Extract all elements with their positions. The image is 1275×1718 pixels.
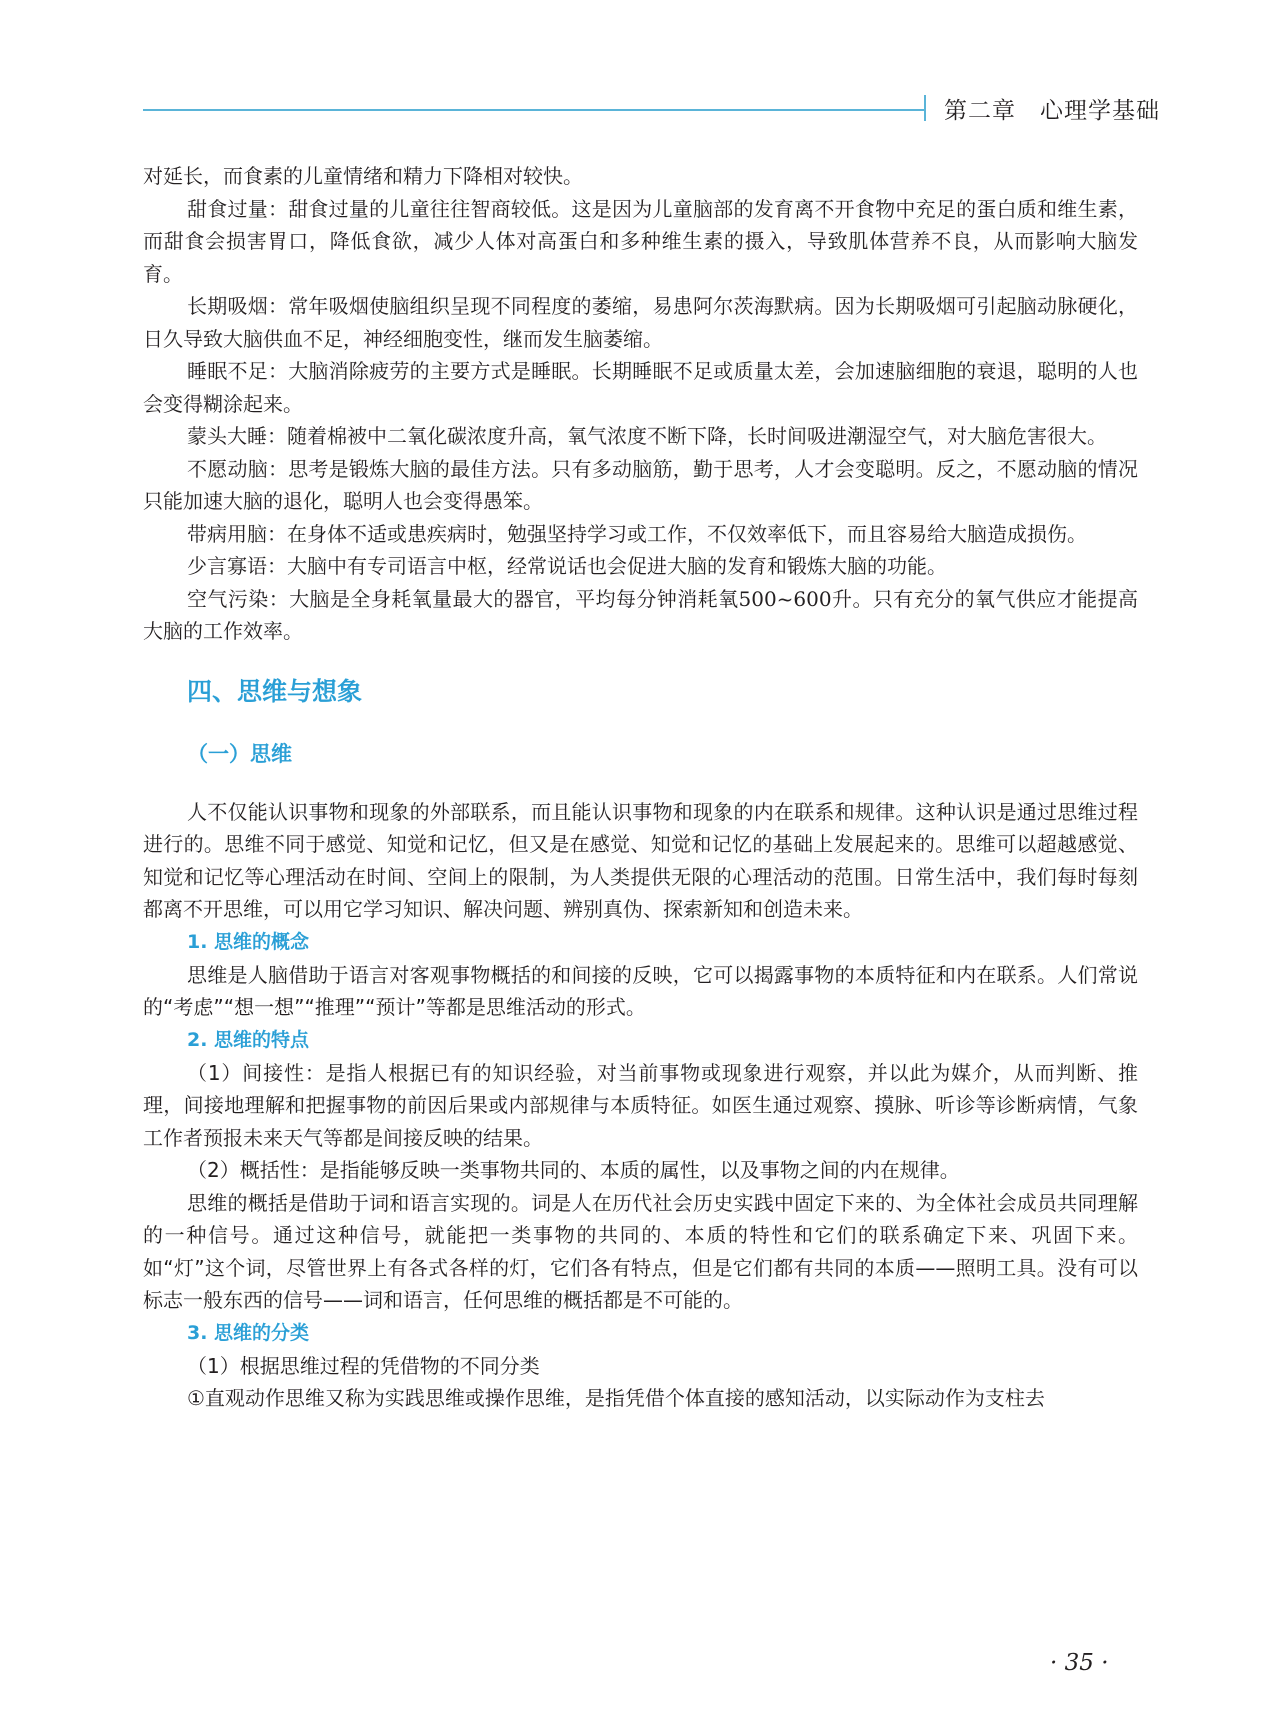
paragraph-covered-sleep: 蒙头大睡：随着棉被中二氧化碳浓度升高，氧气浓度不断下降，长时间吸进潮湿空气，对大脑危害很大。	[187, 424, 1107, 448]
concept-heading: 1. 思维的概念	[187, 930, 310, 953]
feature-generality-detail: 思维的概括是借助于词和语言实现的。词是人在历代社会历史实践中固定下来的、为全体社会成员共同理解的一种信号。通过这种信号，就能把一类事物的共同的、本质的特性和它们的联系确定下来、巩固下来。如“灯”这个词，尽管世界上有各式各样的灯，它们各有特点，但是它们都有共同的本质——照明工具。没有可以标志一般东西的信号——词和语言，任何思维的概括都是不可能的。	[143, 1190, 1138, 1312]
paragraph-continuation: 对延长，而食素的儿童情绪和精力下降相对较快。	[143, 164, 583, 188]
feature-indirectness: （1）间接性：是指人根据已有的知识经验，对当前事物或现象进行观察，并以此为媒介，从而判断、推理，间接地理解和把握事物的前因后果或内部规律与本质特征。如医生通过观察、摸脉、听诊等诊断病情，气象工作者预报未来天气等都是间接反映的结果。	[143, 1060, 1138, 1150]
intro-paragraph: 人不仅能认识事物和现象的外部联系，而且能认识事物和现象的内在联系和规律。这种认识是通过思维过程进行的。思维不同于感觉、知觉和记忆，但又是在感觉、知觉和记忆的基础上发展起来的。思维可以超越感觉、知觉和记忆等心理活动在时间、空间上的限制，为人类提供无限的心理活动的范围。日常生活中，我们每时每刻都离不开思维，可以用它学习知识、解决问题、辨别真伪、探索新知和创造未来。	[143, 799, 1138, 921]
feature-generality: （2）概括性：是指能够反映一类事物共同的、本质的属性，以及事物之间的内在规律。	[187, 1158, 960, 1182]
header-rule	[143, 109, 925, 111]
paragraph-sweets: 甜食过量：甜食过量的儿童往往智商较低。这是因为儿童脑部的发育离不开食物中充足的蛋白质和维生素，而甜食会损害胃口，降低食欲，减少人体对高蛋白和多种维生素的摄入，导致肌体营养不良，从而影响大脑发育。	[143, 196, 1138, 286]
paragraph-no-thinking: 不愿动脑：思考是锻炼大脑的最佳方法。只有多动脑筋，勤于思考，人才会变聪明。反之，不愿动脑的情况只能加速大脑的退化，聪明人也会变得愚笨。	[143, 456, 1138, 513]
paragraph-sleep: 睡眠不足：大脑消除疲劳的主要方式是睡眠。长期睡眠不足或质量太差，会加速脑细胞的衰退，聪明的人也会变得糊涂起来。	[143, 359, 1138, 416]
subsection-heading: （一）思维	[187, 741, 292, 766]
classification-heading: 3. 思维的分类	[187, 1321, 310, 1344]
classification-item: （1）根据思维过程的凭借物的不同分类	[187, 1353, 540, 1378]
concept-paragraph: 思维是人脑借助于语言对客观事物概括的和间接的反映，它可以揭露事物的本质特征和内在联系。人们常说的“考虑”“想一想”“推理”“预计”等都是思维活动的形式。	[143, 962, 1138, 1019]
header-divider	[924, 95, 926, 121]
paragraph-air-pollution: 空气污染：大脑是全身耗氧量最大的器官，平均每分钟消耗氧500~600升。只有充分的氧气供应才能提高大脑的工作效率。	[143, 586, 1138, 643]
section-heading: 四、思维与想象	[187, 676, 363, 706]
paragraph-smoking: 长期吸烟：常年吸烟使脑组织呈现不同程度的萎缩，易患阿尔茨海默病。因为长期吸烟可引起脑动脉硬化，日久导致大脑供血不足，神经细胞变性，继而发生脑萎缩。	[143, 294, 1138, 351]
features-heading: 2. 思维的特点	[187, 1028, 310, 1051]
paragraph-silence: 少言寡语：大脑中有专司语言中枢，经常说话也会促进大脑的发育和锻炼大脑的功能。	[187, 554, 947, 578]
page-body	[143, 160, 1138, 1415]
classification-item: ①直观动作思维又称为实践思维或操作思维，是指凭借个体直接的感知活动，以实际动作为支柱去	[187, 1386, 1045, 1410]
paragraph-sick-study: 带病用脑：在身体不适或患疾病时，勉强坚持学习或工作，不仅效率低下，而且容易给大脑造成损伤。	[187, 521, 1087, 546]
chapter-header: 第二章 心理学基础	[944, 98, 1160, 124]
page-number: · 35 ·	[1050, 1650, 1109, 1676]
